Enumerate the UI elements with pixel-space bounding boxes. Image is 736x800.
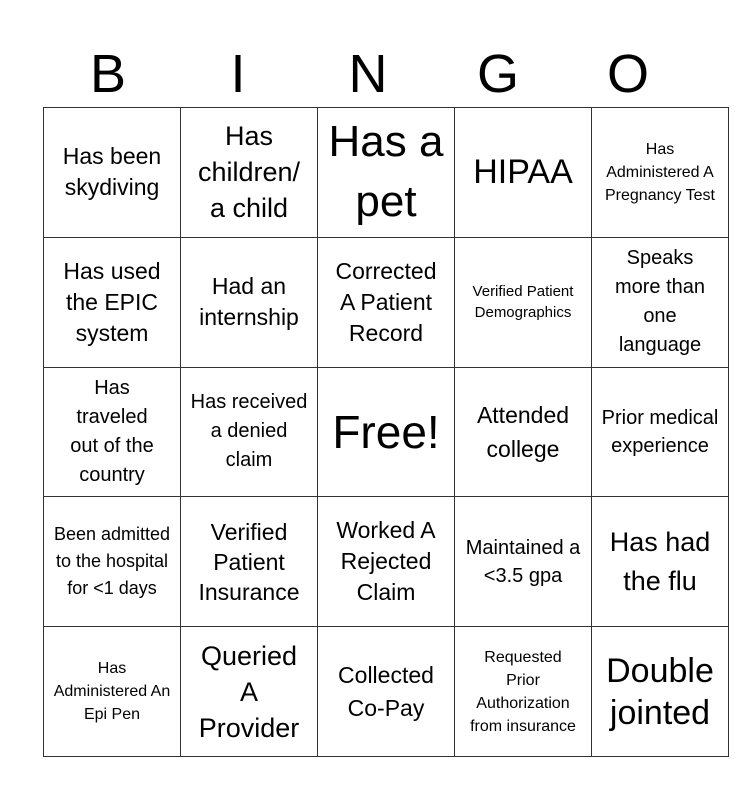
bingo-cell[interactable]: [455, 367, 592, 497]
cell-text: Requested Prior Authorization from insurance: [470, 648, 576, 735]
cell-text: Double jointed: [606, 651, 714, 732]
bingo-cell[interactable]: [318, 367, 455, 497]
bingo-cell[interactable]: [181, 237, 318, 367]
bingo-cell[interactable]: [181, 497, 318, 627]
bingo-cell[interactable]: [455, 497, 592, 627]
cell-text: Worked A Rejected Claim: [336, 517, 436, 606]
header-letter-b: B: [89, 44, 127, 104]
bingo-cell[interactable]: [44, 367, 181, 497]
bingo-board: [43, 107, 729, 757]
bingo-header: [43, 40, 693, 108]
bingo-cell[interactable]: [318, 497, 455, 627]
cell-text: Verified Patient Demographics: [472, 283, 574, 322]
cell-text: Been admitted to the hospital for <1 days: [53, 524, 171, 599]
bingo-cell[interactable]: [44, 108, 181, 238]
cell-text: Prior medical experience: [601, 406, 719, 457]
header-letter-i: I: [230, 44, 246, 104]
cell-text: Has Administered An Epi Pen: [53, 660, 171, 724]
bingo-cell[interactable]: [44, 497, 181, 627]
header-letter-o: O: [606, 44, 649, 104]
bingo-cell[interactable]: [44, 237, 181, 367]
cell-text: Has used the EPIC system: [63, 257, 161, 346]
cell-text: Has received a denied claim: [190, 391, 308, 472]
cell-text: Has Administered A Pregnancy Test: [605, 140, 715, 204]
board-row: [44, 108, 729, 238]
cell-text: HIPAA: [473, 153, 573, 192]
board-row: [44, 237, 729, 367]
cell-text: Had an internship: [199, 273, 299, 331]
bingo-cell[interactable]: [181, 108, 318, 238]
cell-text: Maintained a <3.5 gpa: [465, 536, 581, 587]
cell-text: Queried A Provider: [198, 640, 300, 743]
bingo-cell[interactable]: [318, 237, 455, 367]
cell-text: Corrected A Patient Record: [335, 257, 437, 346]
bingo-cell[interactable]: [592, 627, 729, 757]
cell-text: Free!: [332, 405, 440, 458]
cell-text: Collected Co-Pay: [338, 661, 434, 721]
bingo-cell[interactable]: [592, 237, 729, 367]
bingo-cell[interactable]: [44, 627, 181, 757]
header-letter-n: N: [348, 44, 388, 104]
bingo-cell[interactable]: [592, 497, 729, 627]
bingo-cell[interactable]: [181, 627, 318, 757]
bingo-cell[interactable]: [318, 627, 455, 757]
bingo-cell[interactable]: [592, 367, 729, 497]
cell-text: Has been skydiving: [62, 143, 162, 201]
header-letter-g: G: [476, 44, 519, 104]
cell-text: Has traveled out of the country: [70, 376, 154, 486]
cell-text: Verified Patient Insurance: [198, 518, 300, 605]
cell-text: Has children/ a child: [197, 121, 301, 224]
bingo-cell[interactable]: [455, 237, 592, 367]
bingo-cell[interactable]: [318, 108, 455, 238]
cell-text: Attended college: [476, 401, 570, 462]
board-row: [44, 627, 729, 757]
bingo-cell[interactable]: [181, 367, 318, 497]
bingo-cell[interactable]: [455, 627, 592, 757]
bingo-cell[interactable]: [455, 108, 592, 238]
board-row: [44, 497, 729, 627]
cell-text: Has had the flu: [609, 526, 711, 596]
bingo-cell[interactable]: [592, 108, 729, 238]
cell-text: Speaks more than one language: [614, 247, 706, 357]
cell-text: Has a pet: [328, 117, 444, 227]
board-row: [44, 367, 729, 497]
